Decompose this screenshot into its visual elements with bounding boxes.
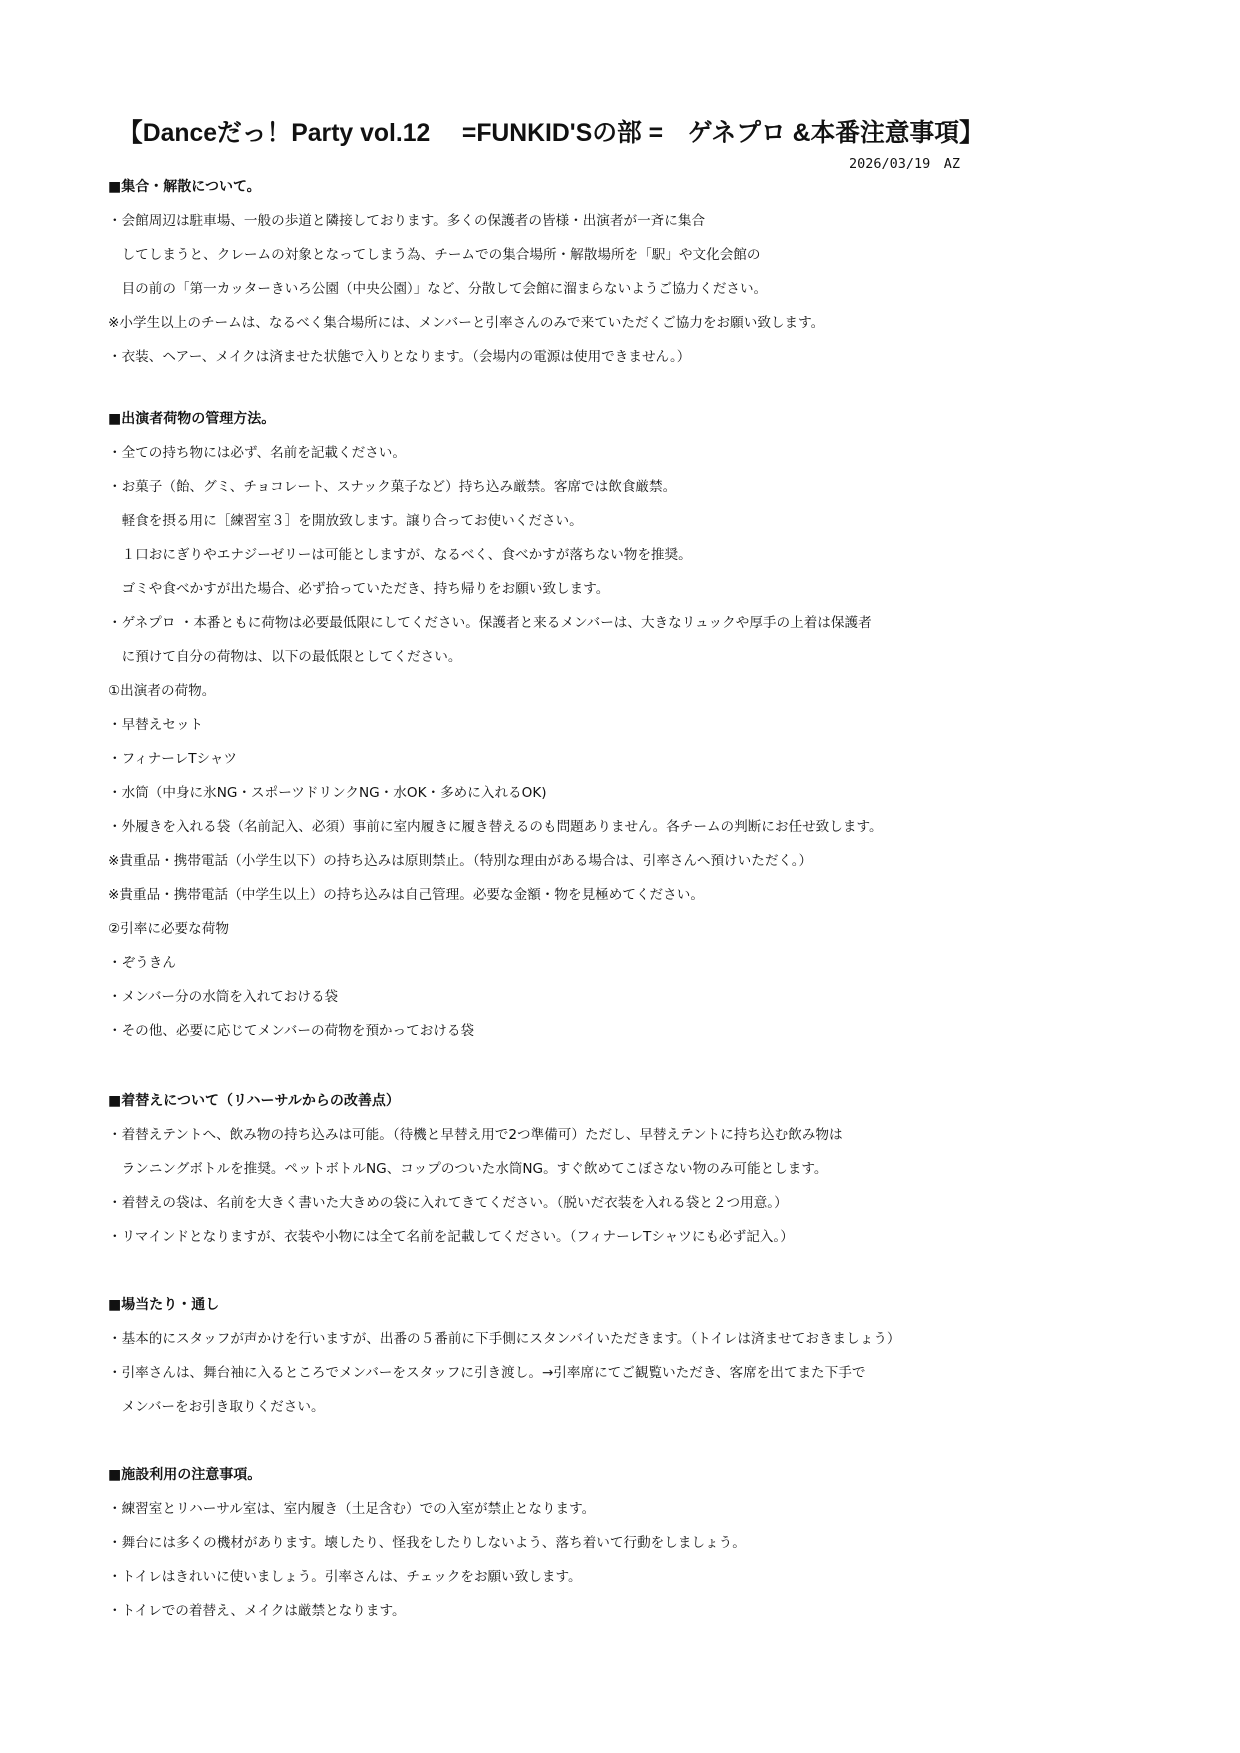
section-line: ゴミや食べかすが出た場合、必ず拾っていただき、持ち帰りをお願い致します。 (108, 581, 610, 597)
section-gathering (108, 178, 1128, 382)
section-line: ・リマインドとなりますが、衣装や小物には全て名前を記載してください。（フィナーレTシャツにも必ず記入。） (108, 1229, 794, 1245)
section-line: ※小学生以上のチームは、なるべく集合場所には、メンバーと引率さんのみで来ていただくご協力をお願い致します。 (108, 315, 825, 331)
section-facility (108, 1466, 1128, 1636)
section-line: ・トイレはきれいに使いましょう。引率さんは、チェックをお願い致します。 (108, 1569, 582, 1585)
document-date: 2026/03/19 AZ (848, 156, 960, 172)
section-line: ①出演者の荷物。 (108, 683, 216, 699)
section-line: ※貴重品・携帯電話（小学生以下）の持ち込みは原則禁止。（特別な理由がある場合は、引率さんへ預けいただく。） (108, 853, 813, 869)
section-luggage (108, 410, 1128, 1056)
section-heading: ■場当たり・通し (108, 1297, 220, 1313)
section-heading: ■着替えについて（リハーサルからの改善点） (108, 1093, 400, 1109)
section-line: ※貴重品・携帯電話（中学生以上）の持ち込みは自己管理。必要な金額・物を見極めてください。 (108, 887, 704, 903)
section-heading: ■施設利用の注意事項。 (108, 1467, 262, 1483)
section-line: ・着替えの袋は、名前を大きく書いた大きめの袋に入れてきてください。（脱いだ衣装を入れる袋と２つ用意。） (108, 1195, 788, 1211)
section-line: に預けて自分の荷物は、以下の最低限としてください。 (108, 649, 462, 665)
section-line: ・早替えセット (108, 717, 204, 733)
section-line: ・練習室とリハーサル室は、室内履き（土足含む）での入室が禁止となります。 (108, 1501, 596, 1517)
section-line: ・衣装、ヘアー、メイクは済ませた状態で入りとなります。（会場内の電源は使用できません。） (108, 349, 691, 365)
section-line: ・ゲネプロ ・本番ともに荷物は必要最低限にしてください。保護者と来るメンバーは、大きなリュックや厚手の上着は保護者 (108, 615, 872, 631)
section-line: 目の前の「第一カッターきいろ公園（中央公園）」など、分散して会館に溜まらないようご協力ください。 (108, 281, 768, 297)
section-line: ・全ての持ち物には必ず、名前を記載ください。 (108, 445, 406, 461)
section-line: ランニングボトルを推奨。ペットボトルNG、コップのついた水筒NG。すぐ飲めてこぼさない物のみ可能とします。 (108, 1161, 828, 1177)
section-line: 軽食を摂る用に［練習室３］を開放致します。譲り合ってお使いください。 (108, 513, 583, 529)
section-line: ・舞台には多くの機材があります。壊したり、怪我をしたりしないよう、落ち着いて行動をしましょう。 (108, 1535, 746, 1551)
section-line: ・ぞうきん (108, 955, 176, 971)
section-line: ・水筒（中身に氷NG・スポーツドリンクNG・水OK・多めに入れるOK) (108, 785, 547, 801)
section-line: ・フィナーレTシャツ (108, 751, 238, 767)
section-line: ・会館周辺は駐車場、一般の歩道と隣接しております。多くの保護者の皆様・出演者が一斉に集合 (108, 213, 706, 229)
section-line: ・着替えテントへ、飲み物の持ち込みは可能。（待機と早替え用で2つ準備可）ただし、早替えテントに持ち込む飲み物は (108, 1127, 843, 1143)
section-line: ②引率に必要な荷物 (108, 921, 229, 937)
section-line: ・トイレでの着替え、メイクは厳禁となります。 (108, 1603, 406, 1619)
section-rehearsal (108, 1296, 1128, 1432)
section-line: １口おにぎりやエナジーゼリーは可能としますが、なるべく、食べかすが落ちない物を推奨。 (108, 547, 692, 563)
document-title: 【Danceだっ！Party vol.12 =FUNKID'Sの部 = ゲネプロ &本番注意事項】 (118, 120, 984, 147)
section-line: ・基本的にスタッフが声かけを行いますが、出番の５番前に下手側にスタンバイいただきます。（トイレは済ませておきましょう） (108, 1331, 901, 1347)
section-line: ・その他、必要に応じてメンバーの荷物を預かっておける袋 (108, 1023, 475, 1039)
section-line: ・引率さんは、舞台袖に入るところでメンバーをスタッフに引き渡し。→引率席にてご観覧いただき、客席を出てまた下手で (108, 1365, 866, 1381)
section-line: ・外履きを入れる袋（名前記入、必須）事前に室内履きに履き替えるのも問題ありません。各チームの判断にお任せ致します。 (108, 819, 883, 835)
section-line: ・お菓子（飴、グミ、チョコレート、スナック菓子など）持ち込み厳禁。客席では飲食厳禁。 (108, 479, 677, 495)
section-line: してしまうと、クレームの対象となってしまう為、チームでの集合場所・解散場所を「駅」や文化会館の (108, 247, 761, 263)
section-heading: ■集合・解散について。 (108, 179, 261, 195)
section-heading: ■出演者荷物の管理方法。 (108, 411, 276, 427)
section-changing (108, 1092, 1128, 1262)
section-line: メンバーをお引き取りください。 (108, 1399, 325, 1415)
section-line: ・メンバー分の水筒を入れておける袋 (108, 989, 339, 1005)
